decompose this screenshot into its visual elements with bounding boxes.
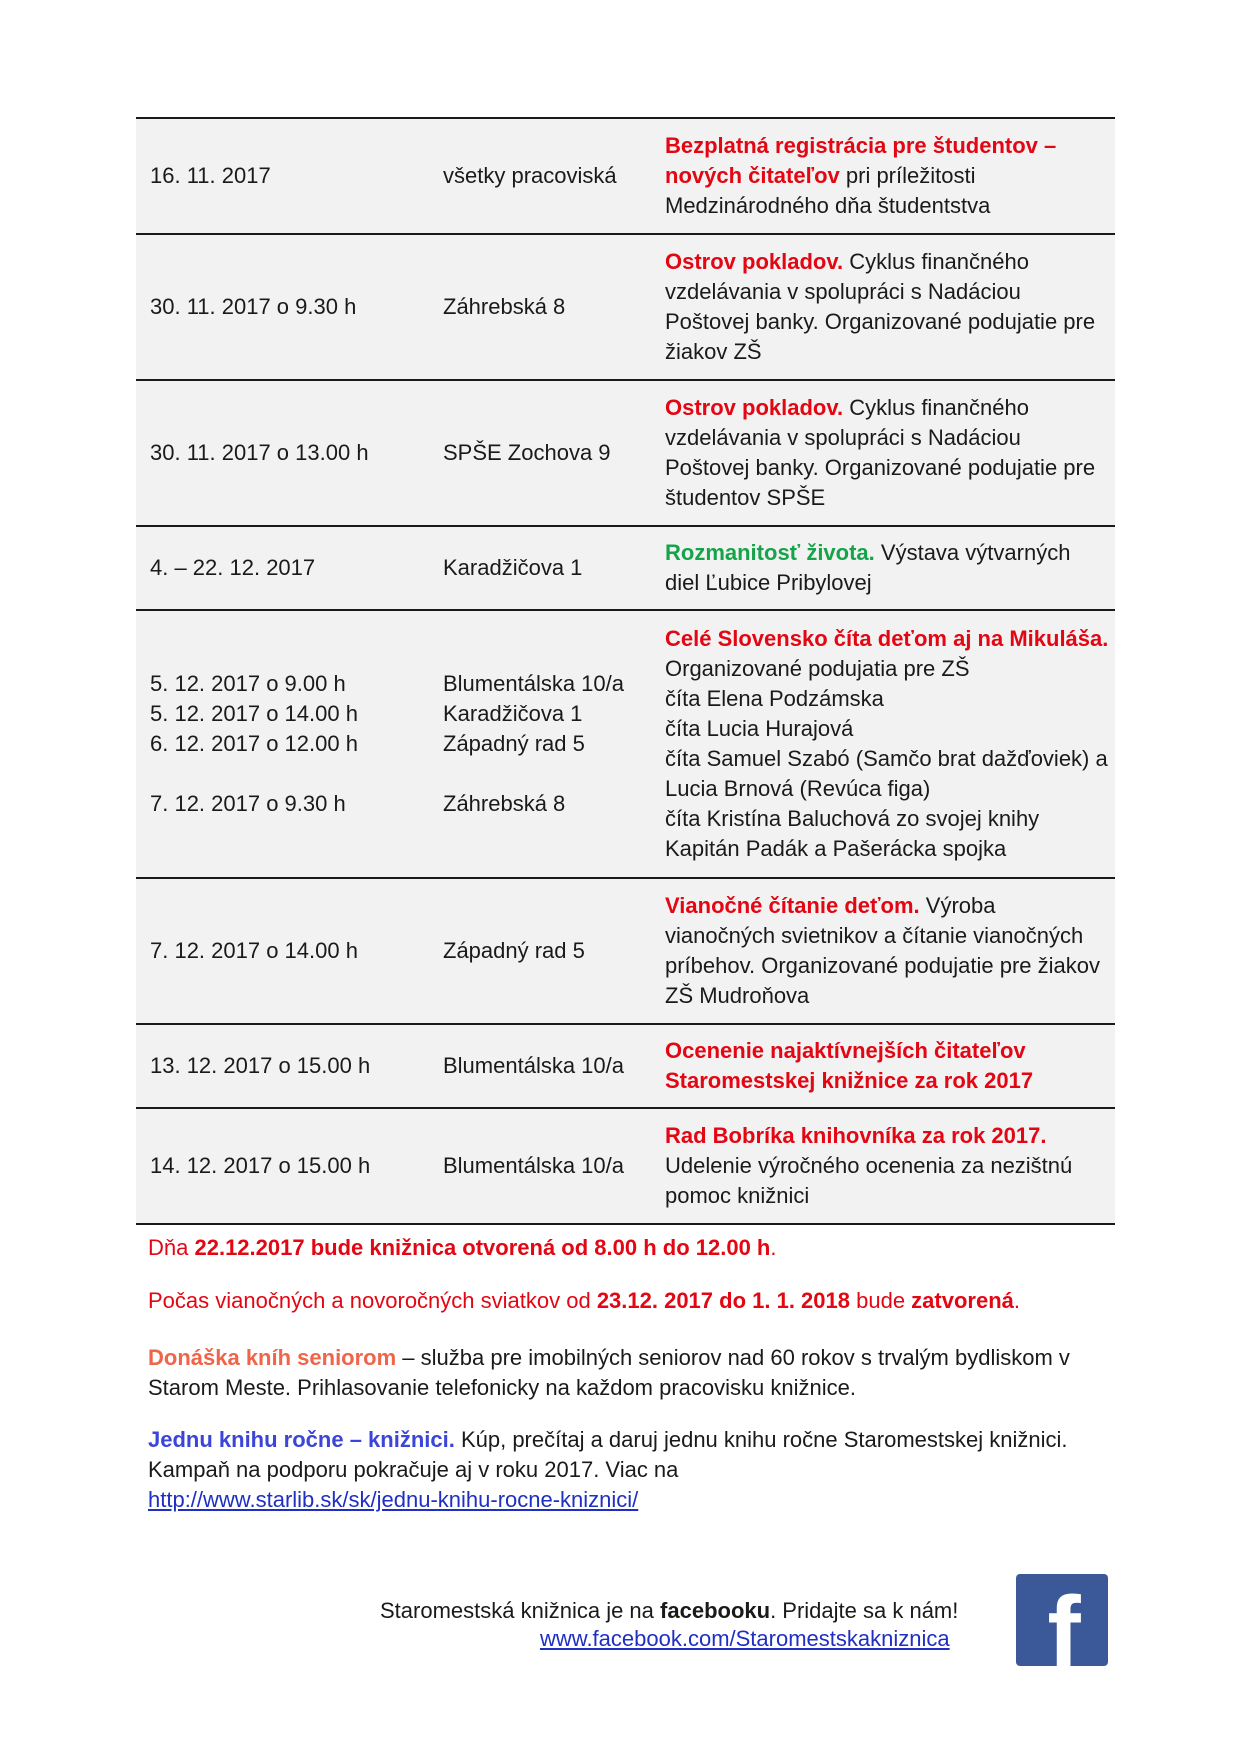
event-desc-text: Výstava výtvarných diel Ľubice Pribylovej [665, 540, 1071, 595]
event-description [665, 1025, 1110, 1107]
event-title: Ostrov pokladov. [665, 249, 844, 274]
event-title: Bezplatná registrácia pre študentov – nových čitateľov [665, 133, 1057, 188]
note-dec22-text: Dňa [148, 1235, 195, 1260]
event-date [150, 611, 430, 877]
event-place [443, 1109, 653, 1223]
event-date-line [150, 759, 358, 789]
event-date [150, 381, 430, 525]
event-desc-text: Cyklus finančného vzdelávania v spolupráci s Nadáciou Poštovej banky. Organizované podujatie pre študentov SPŠE [665, 395, 1096, 510]
event-desc-text: Cyklus finančného vzdelávania v spolupráci s Nadáciou Poštovej banky. Organizované podujatie pre žiakov ZŠ [665, 249, 1096, 364]
event-row [136, 877, 1115, 1023]
note-holidays-end: . [1013, 1288, 1021, 1313]
event-row [136, 379, 1115, 525]
campaign-link[interactable]: http://www.starlib.sk/sk/jednu-knihu-rocne-kniznici/ [148, 1487, 639, 1512]
note-delivery [148, 1343, 1108, 1403]
event-desc-text: číta Samuel Szabó (Samčo brat dažďoviek) a Lucia Brnová (Revúca figa) [665, 746, 1108, 801]
event-desc-text: Výroba vianočných svietnikov a čítanie vianočných príbehov. Organizované podujatie pre žiakov ZŠ Mudroňova [665, 893, 1100, 1008]
event-place-line: Záhrebská 8 [443, 294, 566, 319]
event-date-line: 7. 12. 2017 o 14.00 h [150, 938, 358, 963]
note-campaign-text: Kúp, prečítaj a daruj jednu knihu ročne Staromestskej knižnici. Kampaň na podporu pokračuje aj v roku 2017. Viac na [148, 1427, 1068, 1482]
event-date [150, 235, 430, 379]
facebook-promo-end: . Pridajte sa k nám! [770, 1598, 959, 1623]
event-place-line: Západný rad 5 [443, 938, 585, 963]
event-place-line: Blumentálska 10/a [443, 1053, 624, 1078]
event-description [665, 527, 1110, 609]
facebook-promo-text: Staromestská knižnica je na [380, 1598, 661, 1623]
event-date-line: 5. 12. 2017 o 9.00 h [150, 671, 346, 696]
event-description [665, 119, 1110, 233]
facebook-logo-letter: f [1047, 1576, 1081, 1666]
event-place [443, 235, 653, 379]
event-description [665, 235, 1110, 379]
note-campaign-title: Jednu knihu ročne – knižnici. [148, 1427, 455, 1452]
event-title: Vianočné čítanie deťom. [665, 893, 920, 918]
event-place-line: SPŠE Zochova 9 [443, 440, 611, 465]
event-date-line: 14. 12. 2017 o 15.00 h [150, 1153, 371, 1178]
note-delivery-title: Donáška kníh seniorom [148, 1345, 397, 1370]
event-place-line: Karadžičova 1 [443, 701, 583, 726]
note-holidays-text2: bude [850, 1288, 912, 1313]
event-title: Rozmanitosť života. [665, 540, 875, 565]
event-title: Ocenenie najaktívnejších čitateľov Staromestskej knižnice za rok 2017 [665, 1038, 1034, 1093]
event-date-line: 7. 12. 2017 o 9.30 h [150, 791, 346, 816]
event-date-line: 16. 11. 2017 [150, 163, 271, 188]
event-date [150, 879, 430, 1023]
event-place-line: Blumentálska 10/a [443, 671, 624, 696]
event-row [136, 233, 1115, 379]
facebook-icon[interactable] [1016, 1574, 1108, 1666]
event-row [136, 1023, 1115, 1107]
event-description [665, 879, 1110, 1023]
event-place [443, 527, 653, 609]
facebook-word: facebooku [660, 1598, 771, 1623]
event-title: Ostrov pokladov. [665, 395, 844, 420]
event-date-line: 6. 12. 2017 o 12.00 h [150, 731, 358, 756]
facebook-logo-svg [1016, 1574, 1108, 1666]
event-desc-text: Udelenie výročného ocenenia za nezištnú pomoc knižnici [665, 1153, 1073, 1208]
event-date-line: 4. – 22. 12. 2017 [150, 555, 316, 580]
event-row [136, 117, 1115, 233]
event-desc-text: Organizované podujatia pre ZŠ [665, 656, 970, 681]
event-date-line: 30. 11. 2017 o 13.00 h [150, 440, 369, 465]
event-row [136, 525, 1115, 609]
facebook-link[interactable]: www.facebook.com/Staromestskakniznica [540, 1626, 950, 1651]
event-date [150, 1109, 430, 1223]
event-desc-text: číta Lucia Hurajová [665, 716, 854, 741]
event-place [443, 1025, 653, 1107]
event-description [665, 381, 1110, 525]
event-place [443, 381, 653, 525]
note-dec22 [148, 1233, 1108, 1263]
event-date [150, 119, 430, 233]
event-place-line: Blumentálska 10/a [443, 1153, 624, 1178]
event-date-line: 5. 12. 2017 o 14.00 h [150, 701, 358, 726]
event-place-line: Karadžičova 1 [443, 555, 583, 580]
events-table [136, 117, 1115, 1225]
event-place-line [443, 759, 624, 789]
event-place [443, 879, 653, 1023]
note-holidays-closed: zatvorená [911, 1288, 1014, 1313]
event-title: Rad Bobríka knihovníka za rok 2017. [665, 1123, 1047, 1148]
event-date [150, 527, 430, 609]
event-place-line: Záhrebská 8 [443, 791, 566, 816]
note-holidays-dates: 23.12. 2017 do 1. 1. 2018 [596, 1288, 850, 1313]
note-dec22-end: . [770, 1235, 777, 1260]
event-desc-text: pri príležitosti Medzinárodného dňa študentstva [665, 163, 991, 218]
facebook-promo [380, 1596, 958, 1626]
event-description [665, 1109, 1110, 1223]
event-desc-text: číta Kristína Baluchová zo svojej knihy Kapitán Padák a Pašerácka spojka [665, 806, 1040, 861]
note-campaign [148, 1425, 1108, 1515]
event-place-line: Západný rad 5 [443, 731, 585, 756]
event-row [136, 1107, 1115, 1225]
event-place [443, 611, 653, 877]
note-dec22-bold: 22.12.2017 bude knižnica otvorená od 8.00 h do 12.00 h [194, 1235, 771, 1260]
event-place [443, 119, 653, 233]
event-row [136, 609, 1115, 877]
note-holidays [148, 1286, 1108, 1316]
event-date [150, 1025, 430, 1107]
event-place-line: všetky pracoviská [443, 163, 617, 188]
event-date-line: 30. 11. 2017 o 9.30 h [150, 294, 357, 319]
event-title: Celé Slovensko číta deťom aj na Mikuláša. [665, 626, 1109, 651]
event-description [665, 611, 1110, 877]
note-delivery-text: – služba pre imobilných seniorov nad 60 rokov s trvalým bydliskom v Starom Meste. Prihlasovanie telefonicky na každom pracovisku knižnice. [148, 1345, 1070, 1400]
event-date-line: 13. 12. 2017 o 15.00 h [150, 1053, 371, 1078]
event-desc-text: číta Elena Podzámska [665, 686, 884, 711]
note-holidays-text: Počas vianočných a novoročných sviatkov od [148, 1288, 597, 1313]
